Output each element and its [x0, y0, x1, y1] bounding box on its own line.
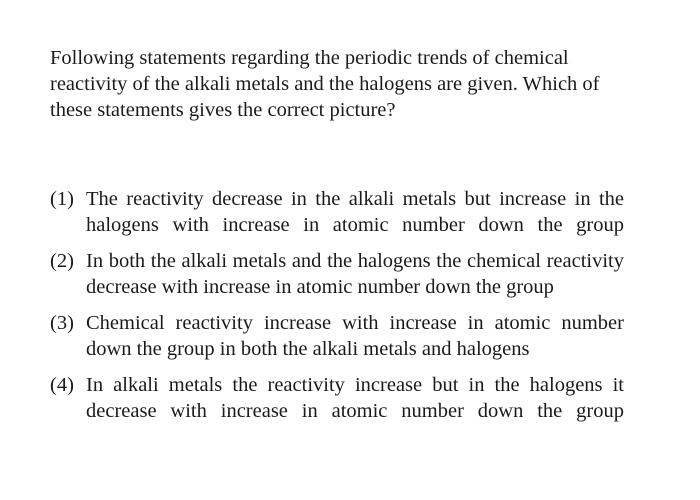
option-3-number: (3)	[50, 312, 74, 334]
answer-options	[50, 186, 624, 424]
option-2-number: (2)	[50, 250, 74, 272]
option-2-text: In both the alkali metals and the halogens the chemical reactivity decrease with increase in atomic number down the group	[86, 250, 624, 298]
question-stem: Following statements regarding the periodic trends of chemical reactivity of the alkali metals and the halogens are given. Which of these statements gives the correct picture?	[50, 47, 600, 121]
option-1[interactable]	[50, 186, 624, 238]
option-3-text: Chemical reactivity increase with increase in atomic number down the group in both the alkali metals and halogens	[86, 312, 624, 360]
option-1-number: (1)	[50, 188, 74, 210]
option-4-text: In alkali metals the reactivity increase but in the halogens it decrease with increase in atomic number down the group	[86, 374, 624, 422]
option-2[interactable]	[50, 248, 624, 300]
option-4[interactable]	[50, 372, 624, 424]
option-3[interactable]	[50, 310, 624, 362]
option-4-number: (4)	[50, 374, 74, 396]
option-1-text: The reactivity decrease in the alkali metals but increase in the halogens with increase in atomic number down the group	[86, 188, 624, 236]
